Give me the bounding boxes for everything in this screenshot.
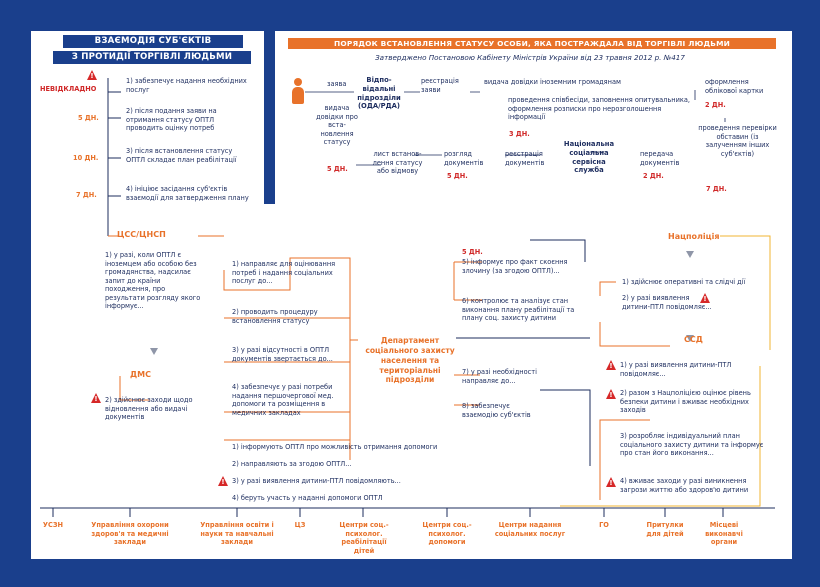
- dept-r6: 6) контролює та аналізує стан виконання плану реабілітації та плану соц. захисту дитини: [462, 297, 575, 323]
- flow-vydacha: видача довідки іноземним громадянам: [484, 78, 621, 86]
- days-label: 5 ДН.: [462, 248, 483, 256]
- ssd-1: 1) у разі виявлення дитини-ПТЛ повідомляє...: [620, 361, 732, 378]
- css-node: ЦСС/ЦНСП: [117, 230, 166, 239]
- dept-node: Департамент соціального захисту населення та територіальні підрозділи: [365, 336, 455, 385]
- bottom-4: 4) беруть участь у наданні допомоги ОПТЛ: [232, 494, 383, 502]
- warning-icon: [218, 476, 228, 486]
- dept-r8: 8) забезпечує взаємодію суб'єктів: [462, 402, 531, 419]
- nss-node: Національна соціальна сервісна служба: [563, 140, 615, 175]
- days-label: 3 ДН.: [509, 130, 530, 138]
- urgent-label: НЕВІДКЛАДНО: [40, 85, 97, 93]
- left-title-2: З ПРОТИДІЇ ТОРГІВЛІ ЛЮДЬМИ: [53, 51, 251, 64]
- days-label: 2 ДН.: [705, 101, 726, 109]
- bottom-org: Притулки для дітей: [646, 521, 684, 538]
- days-label: 2 ДН.: [643, 172, 664, 180]
- bottom-org: Центри соц.-психолог. допомоги: [422, 521, 472, 547]
- bottom-org: Управління освіти і науки та навчальні заклади: [200, 521, 274, 547]
- left-title-1: ВЗАЄМОДІЯ СУБ'ЄКТІВ: [63, 35, 243, 48]
- bottom-org: ЦЗ: [294, 521, 306, 529]
- left-item-3: 3) після встановлення статусу ОПТЛ складає план реабілітації: [126, 147, 237, 164]
- days-label: 7 ДН.: [706, 185, 727, 193]
- left-item-2: 2) після подання заяви на отримання статусу ОПТЛ проводить оцінку потреб: [126, 107, 217, 133]
- days-label: 5 ДН.: [327, 165, 348, 173]
- dms-node: ДМС: [130, 370, 151, 379]
- bottom-org: УСЗН: [42, 521, 64, 529]
- bottom-org: Місцеві виконавчі органи: [705, 521, 743, 547]
- warning-icon: [606, 389, 616, 399]
- person-icon: [291, 78, 305, 104]
- flow-zayava: заява: [327, 80, 347, 88]
- top-title: ПОРЯДОК ВСТАНОВЛЕННЯ СТАТУСУ ОСОБИ, ЯКА ПОСТРАЖДАЛА ВІД ТОРГІВЛІ ЛЮДЬМИ: [288, 38, 776, 49]
- flow-oform: оформлення облікової картки: [705, 78, 764, 95]
- flow-vydacha-dov: видача довідки про вста-новлення статусу: [316, 104, 358, 147]
- dept-r7: 7) у разі необхідності направляє до...: [462, 368, 537, 385]
- time-label: 7 ДН.: [76, 191, 97, 199]
- time-label: 10 ДН.: [73, 154, 99, 162]
- flow-peredacha: передача документів: [640, 150, 680, 167]
- bottom-org: ГО: [599, 521, 609, 529]
- police-2: 2) у разі виявлення дитини-ПТЛ повідомляє...: [622, 294, 712, 311]
- dms-text: 2) здійснює заходи щодо відновлення або видачі документів: [105, 396, 193, 422]
- bottom-3: 3) у разі виявлення дитини-ПТЛ повідомляють...: [232, 477, 401, 485]
- bottom-org: Управління охорони здоров'я та медичні заклади: [91, 521, 169, 547]
- warning-icon: [606, 360, 616, 370]
- dept-l4: 4) забезпечує у разі потреби надання першочергової мед. допомоги та розміщення в медичних закладах: [232, 383, 334, 417]
- warning-icon: [606, 477, 616, 487]
- ssd-3: 3) розробляє індивідуальний план соціального захисту дитини та інформує про стан його виконання...: [620, 432, 764, 458]
- time-label: 5 ДН.: [78, 114, 99, 122]
- warning-icon: [91, 393, 101, 403]
- left-item-4: 4) ініціює засідання суб'єктів взаємодії для затвердження плану: [126, 185, 249, 202]
- flow-perevirka: проведення перевірки обставин (із залученням інших суб'єктів): [698, 124, 777, 158]
- police-node: Нацполіція: [668, 232, 720, 241]
- left-item-1: 1) забезпечує надання необхідних послуг: [126, 77, 247, 94]
- warning-icon: [700, 293, 710, 303]
- bottom-org: Центри надання соціальних послуг: [494, 521, 566, 538]
- css-text: 1) у разі, коли ОПТЛ є іноземцем або особою без громадянства, надсилає запит до країни походження, про результати розгляду якого інформує...: [105, 251, 201, 311]
- oda-node: Відпо-відальні підрозділи (ОДА/РДА): [357, 76, 401, 111]
- warning-icon: [87, 70, 97, 80]
- flow-reg-doc: реєстрація документів: [505, 150, 545, 167]
- ssd-4: 4) вживає заходи у разі виникнення загрози життю або здоров'ю дитини: [620, 477, 749, 494]
- dept-l2: 2) проводить процедуру встановлення статусу: [232, 308, 318, 325]
- dept-r5: 5) інформує про факт скоєння злочину (за згодою ОПТЛ)...: [462, 258, 568, 275]
- dept-l3: 3) у разі відсутності в ОПТЛ документів звертається до...: [232, 346, 333, 363]
- dept-l1: 1) направляє для оцінювання потреб і надання соціальних послуг до...: [232, 260, 336, 286]
- bottom-2: 2) направляють за згодою ОПТЛ...: [232, 460, 352, 468]
- police-1: 1) здійснює оперативні та слідчі дії: [622, 278, 746, 286]
- ssd-node: ССД: [684, 335, 703, 344]
- ssd-2: 2) разом з Нацполіцією оцінює рівень безпеки дитини і вживає необхідних заходів: [620, 389, 751, 415]
- top-subtitle: Затверджено Постановою Кабінету Міністрів України від 23 травня 2012 р. №417: [375, 53, 685, 62]
- bottom-1: 1) інформують ОПТЛ про можливість отримання допомоги: [232, 443, 438, 451]
- days-label: 5 ДН.: [447, 172, 468, 180]
- flow-lyst: лист встанов-лення статусу або відмову: [372, 150, 423, 176]
- bottom-org: Центри соц.-психолог. реабілітації дітей: [339, 521, 389, 555]
- flow-rozgl: розгляд документів: [444, 150, 484, 167]
- flow-reg: реєстрація заяви: [421, 77, 459, 94]
- flow-provedennia: проведення співбесіди, заповнення опитувальника, оформлення розписки про нерозголошення інформації: [508, 96, 690, 122]
